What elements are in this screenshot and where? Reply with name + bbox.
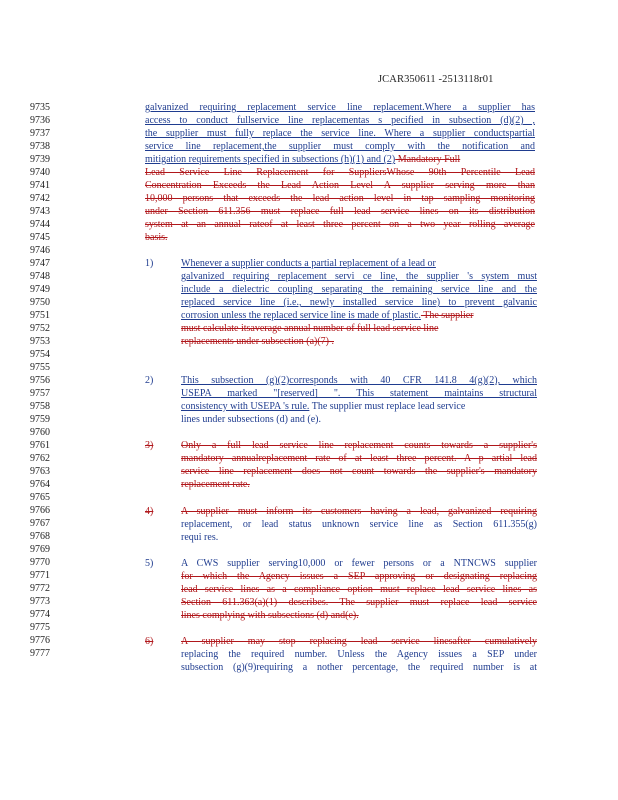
- text-line-9737: the supplier must fully replace the service line. Where a supplier conductspartial: [145, 128, 535, 139]
- line-number: 9776: [30, 635, 50, 646]
- line-number: 9767: [30, 518, 50, 529]
- line-number: 9771: [30, 570, 50, 581]
- text-line-9747: Whenever a supplier conducts a partial replacement of a lead or: [181, 258, 436, 269]
- line-number: 9748: [30, 271, 50, 282]
- text-line-9771: lead service lines as a compliance option must replace lead service lines as: [181, 584, 537, 595]
- text-line-9756: USEPA marked "[reserved] ". This statement maintains structural: [181, 388, 537, 399]
- line-number: 9769: [30, 544, 50, 555]
- line-number: 9758: [30, 401, 50, 412]
- inserted-text: corrosion unless the replaced service line is made of plastic.: [181, 310, 421, 321]
- text-line-9742: 10,000 persons that exceeds the lead action level in tap sampling monitoring: [145, 193, 535, 204]
- line-number: 9742: [30, 193, 50, 204]
- line-number: 9737: [30, 128, 50, 139]
- text-line-9762: service line replacement does not count towards the supplier's mandatory: [181, 466, 537, 477]
- text-line-9776: replacing the required number. Unless the Agency issues a SEP under: [181, 649, 537, 660]
- text-line-9748: galvanized requiring replacement servi ce line, the supplier 's system must: [181, 271, 537, 282]
- text-line-9772: Section 611.363(a)(1) describes. The supplier must replace lead service: [181, 597, 537, 608]
- text-line-9765: A supplier must inform its customers having a lead, galvanized requiring: [181, 506, 537, 517]
- inserted-text: mitigation requirements specified in subsections (h)(1) and (2): [145, 154, 396, 165]
- line-number: 9763: [30, 466, 50, 477]
- deleted-text: The supplier: [420, 310, 474, 321]
- line-number: 9777: [30, 648, 50, 659]
- text-line-9761: mandatory annualreplacement rate of at least three percent. A p artial lead: [181, 453, 537, 464]
- plain-text: The supplier must replace lead service: [309, 401, 466, 412]
- line-number: 9744: [30, 219, 50, 230]
- line-number: 9736: [30, 115, 50, 126]
- text-line-9751: [181, 309, 537, 322]
- text-line-9755: This subsection (g)(2)corresponds with 40 CFR 141.8 4(g)(2), which: [181, 375, 537, 386]
- line-number: 9746: [30, 245, 50, 256]
- deleted-text: Mandatory Full: [395, 154, 461, 165]
- line-number: 9764: [30, 479, 50, 490]
- text-line-9770: for which the Agency issues a SEP approving or designating replacing: [181, 571, 537, 582]
- text-line-9769: A CWS supplier serving10,000 or fewer persons or a NTNCWS supplier: [181, 558, 537, 569]
- line-number: 9740: [30, 167, 50, 178]
- text-line-9775: A supplier may stop replacing lead service linesafter cumulatively: [181, 636, 537, 647]
- line-number: 9752: [30, 323, 50, 334]
- line-number: 9741: [30, 180, 50, 191]
- line-number: 9739: [30, 154, 50, 165]
- text-line-9745: basis.: [145, 232, 168, 243]
- document-header-id: JCAR350611 -2513118r01: [378, 74, 494, 85]
- line-number: 9743: [30, 206, 50, 217]
- text-line-9743: under Section 611.356 must replace full lead service lines on its distribution: [145, 206, 535, 217]
- line-number: 9774: [30, 609, 50, 620]
- line-number: 9756: [30, 375, 50, 386]
- text-line-9777: subsection (g)(9)requiring a nother percentage, the required number is at: [181, 662, 537, 673]
- item-marker-1: 1): [145, 258, 154, 269]
- item-marker-3: 3): [145, 440, 154, 451]
- line-number: 9762: [30, 453, 50, 464]
- text-line-9766: replacement, or lead status unknown service line as Section 611.355(g): [181, 519, 537, 530]
- line-number: 9754: [30, 349, 50, 360]
- text-line-9752: must calculate itsaverage annual number of full lead service line: [181, 323, 439, 334]
- line-number: 9749: [30, 284, 50, 295]
- line-number: 9761: [30, 440, 50, 451]
- line-number: 9745: [30, 232, 50, 243]
- inserted-text: consistency with USEPA 's rule.: [181, 401, 310, 412]
- text-line-9763: replacement rate.: [181, 479, 250, 490]
- line-number: 9775: [30, 622, 50, 633]
- item-marker-5: 5): [145, 558, 154, 569]
- line-number: 9747: [30, 258, 50, 269]
- line-number: 9755: [30, 362, 50, 373]
- text-line-9750: replaced service line (i.e., newly installed service line) to prevent galvanic: [181, 297, 537, 308]
- text-line-9749: include a dielectric coupling separating the remaining service line and the: [181, 284, 537, 295]
- line-number: 9773: [30, 596, 50, 607]
- line-number: 9738: [30, 141, 50, 152]
- line-number: 9766: [30, 505, 50, 516]
- line-number: 9770: [30, 557, 50, 568]
- text-line-9741: Concentration Exceeds the Lead Action Level A supplier serving more than: [145, 180, 535, 191]
- item-marker-2: 2): [145, 375, 154, 386]
- text-line-9757: [181, 400, 537, 413]
- text-line-9760: Only a full lead service line replacement counts towards a supplier's: [181, 440, 537, 451]
- text-line-9740: Lead Service Line Replacement for SuppliersWhose 90th Percentile Lead: [145, 167, 535, 178]
- line-number: 9772: [30, 583, 50, 594]
- line-number: 9759: [30, 414, 50, 425]
- item-marker-4: 4): [145, 506, 154, 517]
- line-number: 9765: [30, 492, 50, 503]
- text-line-9739: [145, 153, 535, 166]
- line-number: 9751: [30, 310, 50, 321]
- text-line-9758: lines under subsections (d) and (e).: [181, 414, 321, 425]
- text-line-9735: galvanized requiring replacement service line replacement.Where a supplier has: [145, 102, 535, 113]
- text-line-9744: system at an annual rateof at least three percent on a two year rolling average: [145, 219, 535, 230]
- text-line-9738: service line replacement,the supplier must comply with the notification and: [145, 141, 535, 152]
- text-line-9736: access to conduct fullservice line replacementas s pecified in subsection (d)(2) ,: [145, 115, 535, 126]
- line-number: 9768: [30, 531, 50, 542]
- line-number: 9753: [30, 336, 50, 347]
- text-line-9753: replacements under subsection (a)(7) .: [181, 336, 334, 347]
- line-number: 9750: [30, 297, 50, 308]
- text-line-9767: requi res.: [181, 532, 219, 543]
- item-marker-6: 6): [145, 636, 154, 647]
- text-line-9773: lines complying with subsections (d) and(e).: [181, 610, 359, 621]
- line-number: 9735: [30, 102, 50, 113]
- line-number: 9760: [30, 427, 50, 438]
- line-number: 9757: [30, 388, 50, 399]
